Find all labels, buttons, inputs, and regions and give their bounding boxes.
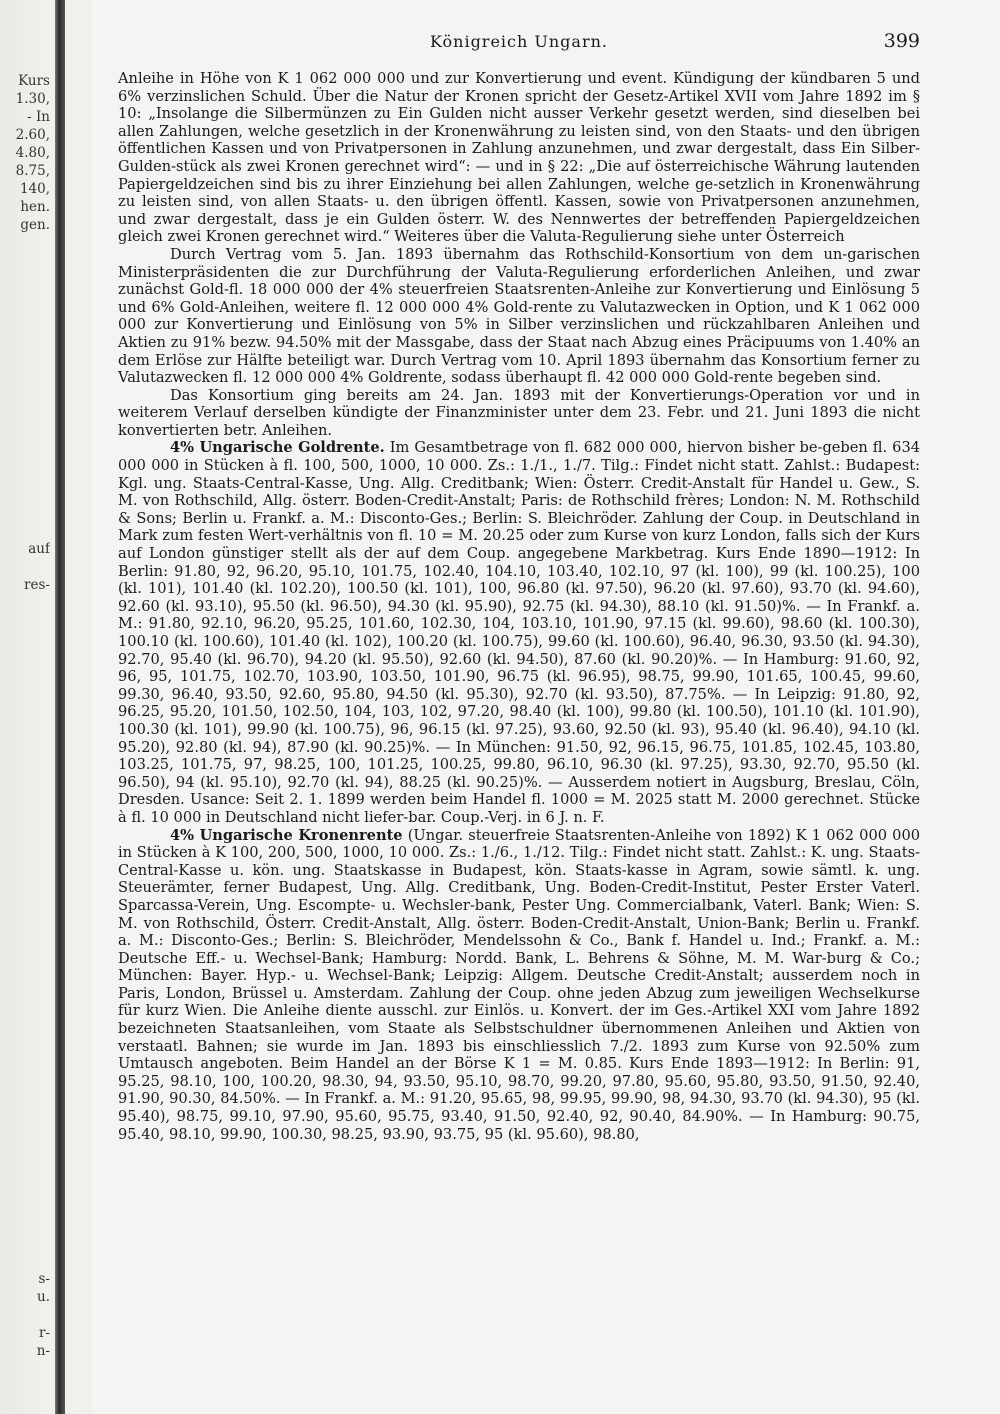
margin-fragment: n-	[36, 1343, 50, 1359]
margin-fragment: r-	[38, 1325, 50, 1341]
margin-fragment: s-	[38, 1271, 50, 1287]
kronenrente-heading: 4% Ungarische Kronenrente	[170, 826, 403, 844]
margin-fragment: gen.	[20, 217, 50, 233]
paragraph-conversion: Das Konsortium ging bereits am 24. Jan. 1893 mit der Konvertierungs-Operation vor und in weiterem Verlauf derselben kündigte der Finanzminister unter dem 23. Febr. und 21. Juni 1893 die nicht konvertierten betr. Anleihen.	[118, 386, 920, 439]
goldrente-text: Im Gesamtbetrage von fl. 682 000 000, hiervon bisher be-geben fl. 634 000 000 in Stücken à fl. 100, 500, 1000, 10 000. Zs.: 1./1., 1./7. Tilg.: Findet nicht statt. Zahlst.: Budapest: Kgl. ung. Staats-Central-Kasse, Ung. Allg. Creditbank; Wien: Österr. Credit-Anstalt für Handel u. Gew., S. M. von Rothschild, Allg. österr. Boden-Credit-Anstalt; Paris: de Rothschild frères; London: N. M. Rothschild & Sons; Berlin u. Frankf. a. M.: Disconto-Ges.; Berlin: S. Bleichröder. Zahlung der Coup. in Deutschland in Mark zum festen Wert-verhältnis von fl. 10 = M. 20.25 oder zum Kurse von kurz London, falls sich der Kurs auf London günstiger stellt als der auf dem Coup. angegebene Markbetrag. Kurs Ende 1890—1912: In Berlin: 91.80, 92, 96.20, 95.10, 101.75, 102.40, 104.10, 103.40, 102.10, 97 (kl. 100), 99 (kl. 100.25), 100 (kl. 101), 101.40 (kl. 102.20), 100.50 (kl. 101), 100, 96.80 (kl. 97.50), 96.20 (kl. 97.60), 93.70 (kl. 94.60), 92.60 (kl. 93.10), 95.50 (kl. 96.50), 94.30 (kl. 95.90), 92.75 (kl. 94.30), 88.10 (kl. 91.50)%. — In Frankf. a. M.: 91.80, 92.10, 96.20, 95.25, 101.60, 102.30, 104, 103.10, 101.90, 97.15 (kl. 99.60), 98.60 (kl. 100.30), 100.10 (kl. 100.60), 101.40 (kl. 102), 100.20 (kl. 100.75), 99.60 (kl. 100.60), 96.40, 96.30, 93.50 (kl. 94.30), 92.70, 95.40 (kl. 96.70), 94.20 (kl. 95.50), 92.60 (kl. 94.50), 87.60 (kl. 90.20)%. — In Hamburg: 91.60, 92, 96, 95, 101.75, 102.70, 103.90, 103.50, 101.90, 96.75 (kl. 96.95), 98.75, 99.90, 101.65, 100.45, 99.60, 99.30, 96.40, 93.50, 92.60, 95.80, 94.50 (kl. 95.30), 92.70 (kl. 93.50), 87.75%. — In Leipzig: 91.80, 92, 96.25, 95.20, 101.50, 102.50, 104, 103, 102, 97.20, 98.40 (kl. 100), 99.80 (kl. 100.50), 101.10 (kl. 101.90), 100.30 (kl. 101), 99.90 (kl. 100.75), 96, 96.15 (kl. 97.25), 93.60, 92.50 (kl. 93), 95.40 (kl. 96.40), 94.10 (kl. 95.20), 92.80 (kl. 94), 87.90 (kl. 90.25)%. — In München: 91.50, 92, 96.15, 96.75, 101.85, 102.45, 103.80, 103.25, 101.75, 97, 98.25, 100, 101.25, 100.25, 99.80, 96.10, 96.30 (kl. 97.25), 93.30, 92.70, 95.50 (kl. 96.50), 94 (kl. 95.10), 92.70 (kl. 94), 88.25 (kl. 90.25)%. — Ausserdem notiert in Augsburg, Breslau, Cöln, Dresden. Usance: Seit 2. 1. 1899 werden beim Handel fl. 1000 = M. 2025 statt M. 2000 gerechnet. Stücke à fl. 10 000 in Deutschland nicht liefer-bar. Coup.-Verj. in 6 J. n. F.	[118, 439, 921, 826]
margin-fragment: 140,	[19, 181, 50, 197]
page-header	[118, 30, 920, 56]
margin-fragment: hen.	[20, 199, 50, 215]
text-column	[118, 70, 920, 1143]
page-number: 399	[883, 30, 920, 52]
margin-fragment: res-	[24, 577, 50, 593]
margin-fragment: 2.60,	[15, 127, 50, 143]
kronenrente-text: (Ungar. steuerfreie Staatsrenten-Anleihe von 1892) K 1 062 000 000 in Stücken à K 100, 200, 500, 1000, 10 000. Zs.: 1./6., 1./12. Tilg.: Findet nicht statt. Zahlst.: K. ung. Staats-Central-Kasse u. kön. ung. Staatskasse in Budapest, kön. Staats-kasse in Agram, sowie sämtl. k. ung. Steuerämter, ferner Budapest, Ung. Allg. Creditbank, Ung. Boden-Credit-Institut, Pester Erster Vaterl. Sparcassa-Verein, Ung. Escompte- u. Wechsler-bank, Pester Ung. Commercialbank, Vaterl. Bank; Wien: S. M. von Rothschild, Österr. Credit-Anstalt, Allg. österr. Boden-Credit-Anstalt, Union-Bank; Berlin u. Frankf. a. M.: Disconto-Ges.; Berlin: S. Bleichröder, Mendelssohn & Co., Bank f. Handel u. Ind.; Frankf. a. M.: Deutsche Eff.- u. Wechsel-Bank; Hamburg: Nordd. Bank, L. Behrens & Söhne, M. M. War-burg & Co.; München: Bayer. Hyp.- u. Wechsel-Bank; Leipzig: Allgem. Deutsche Credit-Anstalt; ausserdem noch in Paris, London, Brüssel u. Amsterdam. Zahlung der Coup. ohne jeden Abzug zum jeweiligen Wechselkurse für kurz Wien. Die Anleihe diente ausschl. zur Einlös. u. Konvert. der im Ges.-Artikel XXI vom Jahre 1892 bezeichneten Staatsanleihen, vom Staate als Selbstschuldner übernommenen Anleihen und Aktien von verstaatl. Bahnen; sie wurde im Jan. 1893 bis einschliesslich 7./2. 1893 zum Kurse von 92.50% zum Umtausch angeboten. Beim Handel an der Börse K 1 = M. 0.85. Kurs Ende 1893—1912: In Berlin: 91, 95.25, 98.10, 100, 100.20, 98.30, 94, 93.50, 95.10, 98.70, 99.20, 97.80, 95.60, 95.80, 93.50, 91.50, 92.40, 91.90, 90.30, 84.50%. — In Frankf. a. M.: 91.20, 95.65, 98, 99.95, 99.90, 98, 94.30, 93.70 (kl. 94.30), 95 (kl. 95.40), 98.75, 99.10, 97.90, 95.60, 95.75, 93.40, 91.50, 92.40, 92, 90.40, 84.90%. — In Hamburg: 90.75, 95.40, 98.10, 99.90, 100.30, 98.25, 93.90, 93.75, 95 (kl. 95.60), 98.80,	[118, 826, 921, 1143]
margin-fragment: Kurs	[18, 73, 50, 89]
running-title: Königreich Ungarn.	[429, 32, 608, 51]
margin-fragment: u.	[37, 1289, 50, 1305]
margin-fragment: 8.75,	[15, 163, 50, 179]
goldrente-heading: 4% Ungarische Goldrente.	[170, 439, 385, 457]
paragraph-kronenrente	[118, 827, 920, 1144]
paragraph-currency-law: Anleihe in Höhe von K 1 062 000 000 und zur Konvertierung und event. Kündigung der kündbaren 5 und 6% verzinslichen Schuld. Über die Natur der Kronen spricht der Gesetz-Artikel XVII vom Jahre 1892 im § 10: „Insolange die Silbermünzen zu Ein Gulden nicht ausser Verkehr gesetzt werden, sind dieselben bei allen Zahlungen, welche gesetzlich in der Kronenwährung zu leisten sind, von den Staats- und den übrigen öffentlichen Kassen und von Privatpersonen in Zahlung anzunehmen, und zwar dergestalt, dass Ein Silber-Gulden-stück als zwei Kronen gerechnet wird“: — und in § 22: „Die auf österreichische Währung lautenden Papiergeldzeichen sind bis zu ihrer Einziehung bei allen Zahlungen, welche ge-setzlich in Kronenwährung zu leisten sind, von allen Staats- u. den übrigen öffentl. Kassen, sowie von Privatpersonen anzunehmen, und zwar dergestalt, dass je ein Gulden österr. W. des Nennwertes der betreffenden Papiergeldzeichen gleich zwei Kronen gerechnet wird.“ Weiteres über die Valuta-Regulierung siehe unter Österreich	[118, 70, 920, 246]
margin-fragment: auf	[28, 541, 50, 557]
paragraph-rothschild-contract: Durch Vertrag vom 5. Jan. 1893 übernahm das Rothschild-Konsortium von dem un-garischen Ministerpräsidenten die zur Durchführung der Valuta-Regulierung erforderlichen Anleihen, und zwar zunächst Gold-fl. 18 000 000 der 4% steuerfreien Staatsrenten-Anleihe zur Konvertierung und Einlösung 5 und 6% Gold-Anleihen, weitere fl. 12 000 000 4% Gold-rente zu Valutazwecken in Option, und K 1 062 000 000 zur Konvertierung und Einlösung von 5% in Silber verzinslichen und rückzahlbaren Anleihen und Aktien zu 91% bezw. 94.50% mit der Massgabe, dass der Staat nach Abzug eines Präcipuums von 1.40% an dem Erlöse zur Hälfte beteiligt war. Durch Vertrag vom 10. April 1893 übernahm das Konsortium ferner zu Valutazwecken fl. 12 000 000 4% Goldrente, sodass überhaupt fl. 42 000 000 Gold-rente begeben sind.	[118, 245, 920, 387]
margin-fragment: - In	[27, 109, 50, 125]
binding-gutter	[55, 0, 65, 1414]
margin-fragment: 1.30,	[15, 91, 50, 107]
paragraph-goldrente	[118, 439, 920, 826]
margin-fragment: 4.80,	[15, 145, 50, 161]
